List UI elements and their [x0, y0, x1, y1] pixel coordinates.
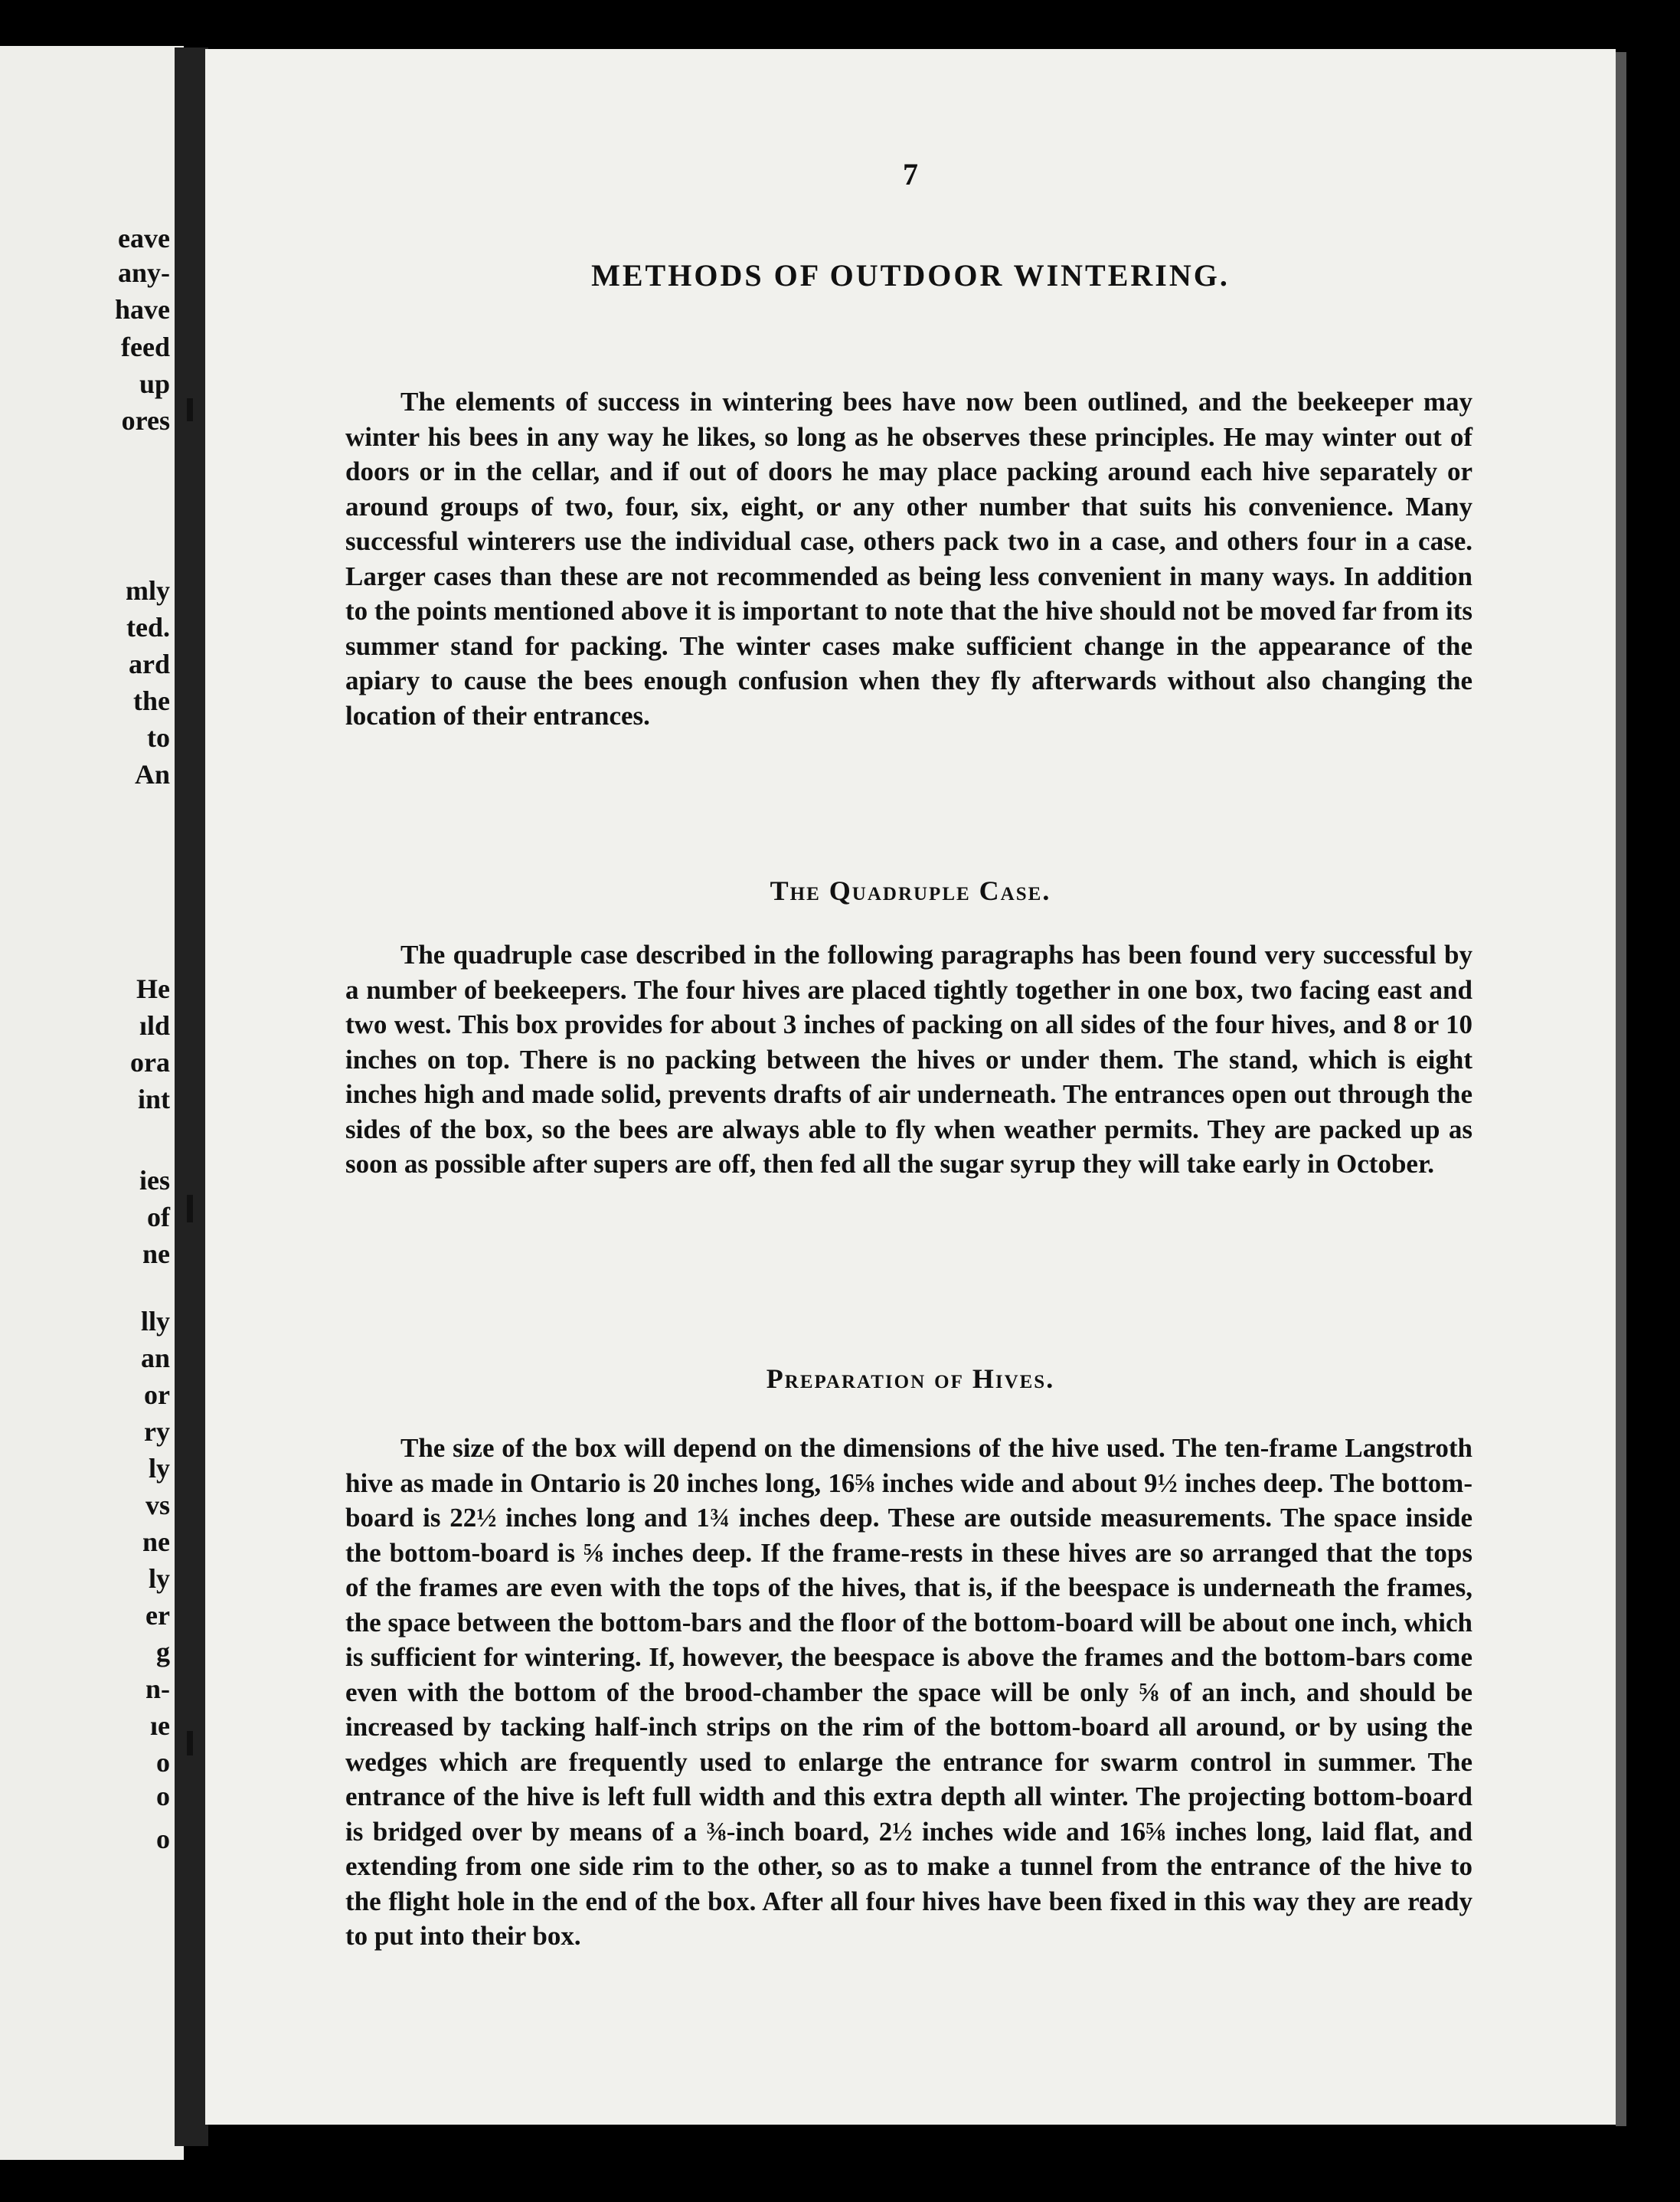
facing-page-fragment: ly [148, 1563, 170, 1594]
facing-page-fragment: He [136, 973, 170, 1004]
facing-page-fragment: ry [144, 1416, 170, 1447]
section-heading-quadruple-case: The Quadruple Case. [770, 875, 1051, 906]
facing-page-fragment: ne [142, 1238, 170, 1269]
facing-page-fragment: have [115, 294, 170, 325]
preparation-paragraph: The size of the box will depend on the dimensions of the hive used. The ten-frame Langstroth hive as made in Ontario is 20 inches long, 16⅝ inches wide and about 9½ inches deep. The bottom-board is 22½ inches long and 1¾ inches deep. These are outside measurements. The space inside the bottom-board is ⅝ inches deep. If the frame-rests in these hives are so arranged that the tops of the frames are even with the tops of the hives, that is, if the beespace is underneath the frames, the space between the bottom-bars and the floor of the bottom-board will be about one inch, which is sufficient for wintering. If, however, the beespace is above the frames and the bottom-bars come even with the bottom of the brood-chamber the space will be only ⅝ of an inch, and should be increased by tacking half-inch strips on the rim of the bottom-board all around, or by using the wedges which are frequently used to enlarge the entrance for swarm control in summer. The entrance of the hive is left full width and this extra depth all winter. The projecting bottom-board is bridged over by means of a ⅜-inch board, 2½ inches wide and 16⅝ inches long, laid flat, and extending from one side rim to the other, so as to make a tunnel from the entrance of the hive to the flight hole in the end of the box. After all four hives have been fixed in this way they are ready to put into their box. [345, 1433, 1472, 1951]
facing-page-fragment: feed [121, 332, 170, 362]
page-title: METHODS OF OUTDOOR WINTERING. [591, 258, 1230, 293]
binding-mark [187, 398, 193, 421]
quadruple-case-paragraph: The quadruple case described in the following paragraphs has been found very successful by a number of beekeepers. The four hives are placed tightly together in one box, two facing east and two west. This box provides for about 3 inches of packing on all sides of the four hives, and 8 or 10 inches on top. There is no packing between the hives or under them. The stand, which is eight inches high and made solid, prevents drafts of air underneath. The entrances open out through the sides of the box, so the bees are always able to fly when weather permits. They are packed up as soon as possible after supers are off, then fed all the sugar syrup they will take early in October. [345, 940, 1472, 1179]
facing-page [0, 46, 184, 2160]
facing-page-fragment: ıld [139, 1010, 170, 1041]
facing-page-fragment: ted. [126, 612, 170, 643]
facing-page-fragment: er [145, 1600, 170, 1631]
facing-page-fragment: lly [140, 1306, 170, 1337]
intro-paragraph: The elements of success in wintering bees have now been outlined, and the beekeeper may winter his bees in any way he likes, so long as he observes these principles. He may winter out of doors or in the cellar, and if out of doors he may place packing around each hive separately or around groups of two, four, six, eight, or any other number that suits his convenience. Many successful winterers use the individual case, others pack two in a case, and others four in a case. Larger cases than these are not recommended as being less convenient in many ways. In addition to the points mentioned above it is important to note that the hive should not be moved far from its summer stand for packing. The winter cases make sufficient change in the appearance of the apiary to cause the bees enough confusion when they fly afterwards without also changing the location of their entrances. [345, 387, 1472, 731]
binding-mark [187, 1195, 193, 1222]
section-heading-preparation-of-hives: Preparation of Hives. [766, 1363, 1055, 1394]
facing-page-fragment: up [139, 368, 170, 399]
facing-page-fragment: n- [145, 1674, 170, 1704]
facing-page-fragment: eave [118, 223, 170, 254]
facing-page-fragment: o [156, 1824, 170, 1854]
facing-page-fragment: the [133, 685, 170, 716]
facing-page-fragment: ıe [150, 1710, 170, 1741]
facing-page-fragment: o [156, 1747, 170, 1778]
facing-page-fragment: an [140, 1343, 170, 1373]
facing-page-fragment: ies [139, 1165, 170, 1196]
facing-page-fragment: vs [145, 1490, 170, 1520]
book-gutter [175, 47, 208, 2146]
facing-page-fragment: ores [121, 405, 170, 436]
facing-page-fragment: An [134, 759, 170, 790]
facing-page-fragment: ora [130, 1047, 170, 1078]
facing-page-fragment: any- [117, 257, 170, 288]
binding-mark [187, 1731, 193, 1755]
page-number: 7 [903, 157, 918, 191]
facing-page-fragment: or [144, 1379, 170, 1410]
page-edge-shadow [1616, 52, 1626, 2126]
facing-page-fragment: of [147, 1202, 170, 1232]
facing-page-fragment: mly [126, 575, 170, 606]
facing-page-fragment: o [156, 1781, 170, 1811]
book-page [205, 49, 1616, 2125]
facing-page-fragment: g [156, 1637, 170, 1667]
facing-page-fragment: ard [129, 649, 170, 679]
facing-page-fragment: to [147, 722, 170, 753]
facing-page-fragment: ne [142, 1526, 170, 1557]
facing-page-fragment: int [137, 1084, 170, 1114]
facing-page-fragment: ly [148, 1453, 170, 1484]
